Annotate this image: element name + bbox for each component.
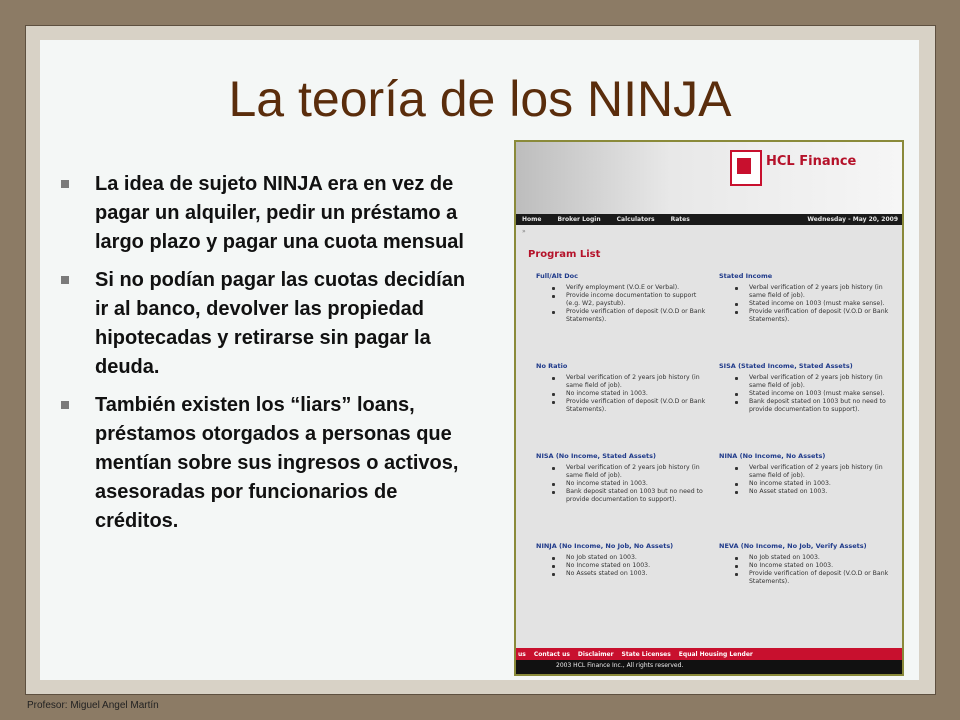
program-section: [719, 272, 894, 352]
program-section: [536, 542, 711, 622]
program-requirements: [536, 464, 711, 504]
footer-link[interactable]: Equal Housing Lender: [678, 650, 753, 658]
program-requirement: Verbal verification of 2 years job history (in same field of job).: [719, 374, 894, 390]
program-requirements: [536, 284, 711, 324]
program-requirement: No income stated in 1003.: [536, 390, 711, 398]
bullet-text: Si no podían pagar las cuotas decidían ir al banco, devolver las propiedad hipotecadas y retirarse sin pagar la deuda.: [95, 269, 466, 378]
program-requirement: Provide verification of deposit (V.O.D or Bank Statements).: [536, 398, 711, 414]
bullet-square-icon: [61, 401, 69, 409]
program-requirement: Verbal verification of 2 years job history (in same field of job).: [719, 284, 894, 300]
program-requirement: Verbal verification of 2 years job history (in same field of job).: [536, 464, 711, 480]
slide-title: La teoría de los NINJA: [228, 71, 732, 127]
website-brand: HCL Finance: [766, 154, 857, 169]
website-footer-nav: [516, 648, 904, 660]
footer-link[interactable]: Disclaimer: [577, 650, 614, 658]
program-section-title: Stated Income: [719, 272, 773, 280]
program-requirement: No Job stated on 1003.: [536, 554, 711, 562]
program-requirement: No Asset stated on 1003.: [719, 488, 894, 496]
bullet-text: También existen los “liars” loans, préstamos otorgados a personas que mentían sobre sus ingresos o activos, asesoradas por funcionarios de créditos.: [95, 394, 459, 532]
program-requirement: Provide verification of deposit (V.O.D or Bank Statements).: [536, 308, 711, 324]
program-columns: [516, 272, 902, 622]
program-requirement: Verbal verification of 2 years job history (in same field of job).: [719, 464, 894, 480]
program-column-left: [536, 272, 711, 622]
bullet-item: [58, 266, 470, 382]
program-requirement: Bank deposit stated on 1003 but no need to provide documentation to support).: [719, 398, 894, 414]
slide-footer: Profesor: Miguel Angel Martín: [27, 700, 159, 711]
program-list-title: Program List: [528, 249, 601, 260]
website-nav: [516, 214, 902, 225]
program-column-right: [719, 272, 894, 622]
program-requirement: Stated income on 1003 (must make sense).: [719, 300, 894, 308]
program-requirement: Provide income documentation to support (e.g. W2, paystub).: [536, 292, 711, 308]
program-requirement: Stated income on 1003 (must make sense).: [719, 390, 894, 398]
program-requirement: Verbal verification of 2 years job history (in same field of job).: [536, 374, 711, 390]
bullet-square-icon: [61, 276, 69, 284]
breadcrumb: »: [522, 228, 526, 235]
program-section: [536, 272, 711, 352]
website-screenshot: [514, 140, 904, 676]
footer-link[interactable]: State Licenses: [621, 650, 671, 658]
nav-calculators[interactable]: Calculators: [616, 216, 655, 223]
program-requirement: No Assets stated on 1003.: [536, 570, 711, 578]
program-section: [719, 452, 894, 532]
program-section-title: SISA (Stated Income, Stated Assets): [719, 362, 853, 370]
program-section-title: Full/Alt Doc: [536, 272, 578, 280]
program-section: [536, 452, 711, 532]
hcl-logo-icon: [730, 150, 762, 186]
program-requirements: [536, 554, 711, 578]
bullet-list: [58, 170, 470, 545]
program-requirements: [719, 374, 894, 414]
program-requirements: [719, 554, 894, 586]
program-section-title: No Ratio: [536, 362, 568, 370]
program-requirement: Verify employment (V.O.E or Verbal).: [536, 284, 711, 292]
program-section-title: NEVA (No Income, No Job, Verify Assets): [719, 542, 867, 550]
footer-link[interactable]: us: [518, 650, 526, 658]
program-requirements: [536, 374, 711, 414]
program-requirement: Provide verification of deposit (V.O.D or Bank Statements).: [719, 570, 894, 586]
website-header: [516, 142, 902, 214]
website-date: Wednesday - May 20, 2009: [807, 216, 898, 223]
program-section-title: NISA (No Income, Stated Assets): [536, 452, 656, 460]
nav-rates[interactable]: Rates: [670, 216, 690, 223]
website-copyright: 2003 HCL Finance Inc., All rights reserved.: [516, 660, 902, 674]
bullet-text: La idea de sujeto NINJA era en vez de pagar un alquiler, pedir un préstamo a largo plazo y pagar una cuota mensual: [95, 173, 464, 253]
nav-home[interactable]: Home: [522, 216, 542, 223]
program-requirement: No income stated in 1003.: [719, 480, 894, 488]
program-section-title: NINJA (No Income, No Job, No Assets): [536, 542, 674, 550]
program-requirement: No Income stated on 1003.: [536, 562, 711, 570]
program-section: [719, 542, 894, 622]
program-requirements: [719, 464, 894, 496]
bullet-item: [58, 170, 470, 257]
program-requirement: No Income stated on 1003.: [719, 562, 894, 570]
program-requirement: Bank deposit stated on 1003 but no need to provide documentation to support).: [536, 488, 711, 504]
bullet-item: [58, 391, 470, 536]
program-section-title: NINA (No Income, No Assets): [719, 452, 826, 460]
bullet-square-icon: [61, 180, 69, 188]
program-requirement: No Job stated on 1003.: [719, 554, 894, 562]
program-requirement: No income stated in 1003.: [536, 480, 711, 488]
program-requirement: Provide verification of deposit (V.O.D or Bank Statements).: [719, 308, 894, 324]
program-section: [536, 362, 711, 442]
nav-broker-login[interactable]: Broker Login: [557, 216, 601, 223]
footer-link[interactable]: Contact us: [533, 650, 570, 658]
program-requirements: [719, 284, 894, 324]
program-section: [719, 362, 894, 442]
